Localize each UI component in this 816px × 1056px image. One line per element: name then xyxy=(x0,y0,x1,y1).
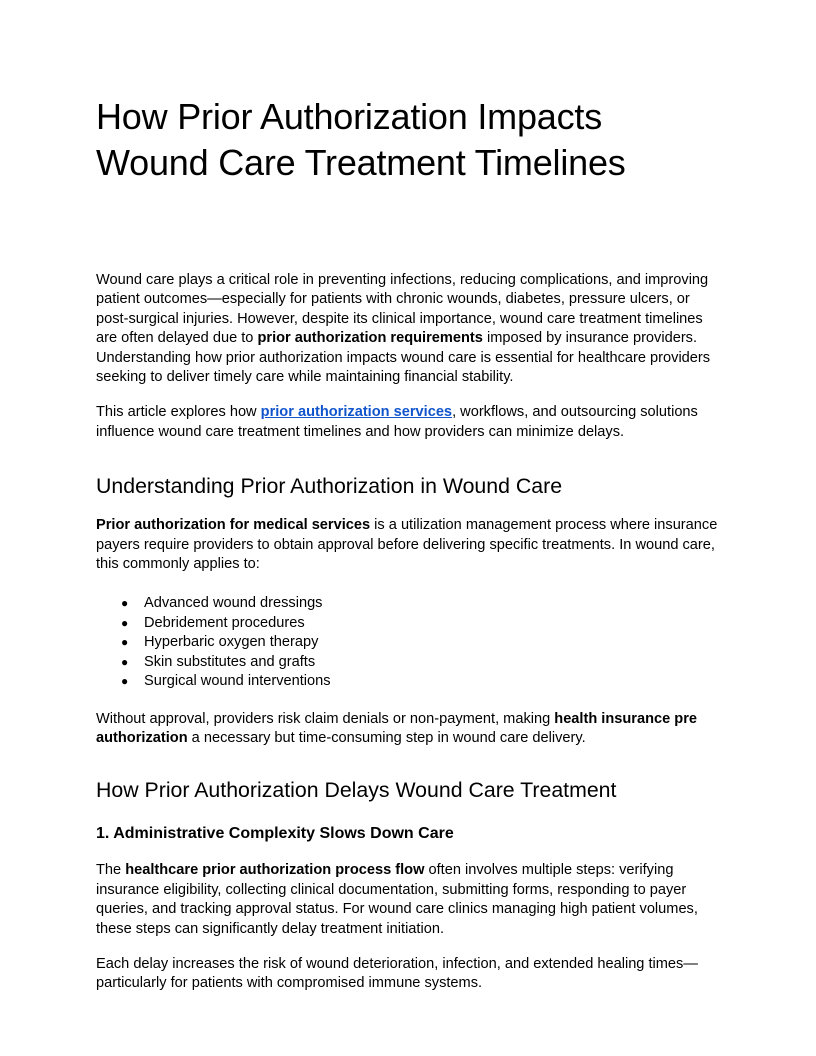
treatment-list xyxy=(96,594,720,691)
bullet-icon: ● xyxy=(121,635,129,650)
intro-paragraph-2 xyxy=(96,403,720,442)
without-approval-paragraph xyxy=(96,710,720,749)
without-text-end: a necessary but time-consuming step in wound care delivery. xyxy=(187,729,586,746)
definition-paragraph xyxy=(96,516,720,574)
process-bold: healthcare prior authorization process flow xyxy=(125,862,425,879)
intro-paragraph-1 xyxy=(96,271,720,387)
delay-risk-paragraph: Each delay increases the risk of wound deterioration, infection, and extended healing times—particularly for patients with compromised immune systems. xyxy=(96,955,698,992)
intro-p1-text-end: imposed by insurance providers. Understanding how prior authorization impacts wound care is essential for healthcare providers seeking to deliver timely care while maintaining financial stability. xyxy=(96,330,711,386)
section-heading-understanding: Understanding Prior Authorization in Wound Care xyxy=(96,474,563,499)
list-item xyxy=(121,653,720,672)
list-item xyxy=(121,672,720,691)
list-item xyxy=(121,633,720,652)
list-item-text: Skin substitutes and grafts xyxy=(144,653,316,670)
definition-bold: Prior authorization for medical services xyxy=(96,517,371,534)
definition-text: is a utilization management process where insurance payers require providers to obtain approval before delivering specific treatments. In wound care, this commonly applies to: xyxy=(96,517,718,573)
bullet-icon: ● xyxy=(121,654,129,669)
list-item xyxy=(121,614,720,633)
list-item-text: Surgical wound interventions xyxy=(144,673,331,690)
bullet-icon: ● xyxy=(121,596,129,611)
process-text-start: The xyxy=(96,862,126,879)
subheading-administrative-complexity: 1. Administrative Complexity Slows Down Care xyxy=(96,825,454,843)
intro-p1-text-start: Wound care plays a critical role in preventing infections, reducing complications, and improving patient outcomes—especially for patients with chronic wounds, diabetes, pressure ulcers, or post-surgical injuries. However, despite its clinical importance, wound care treatment timelines are often delayed due to xyxy=(96,272,709,347)
without-bold: health insurance pre authorization xyxy=(96,710,698,746)
bullet-icon: ● xyxy=(121,674,129,689)
list-item-text: Hyperbaric oxygen therapy xyxy=(144,634,319,651)
list-item-text: Debridement procedures xyxy=(144,614,305,631)
section-heading-delays: How Prior Authorization Delays Wound Care Treatment xyxy=(96,778,617,803)
without-text-start: Without approval, providers risk claim denials or non-payment, making xyxy=(96,710,555,727)
intro-p1-bold: prior authorization requirements xyxy=(257,330,483,347)
bullet-icon: ● xyxy=(121,615,129,630)
document-title: How Prior Authorization Impacts Wound Care Treatment Timelines xyxy=(96,96,626,183)
prior-authorization-services-link[interactable]: prior authorization services xyxy=(260,404,453,421)
intro-p2-text-end: , workflows, and outsourcing solutions influence wound care treatment timelines and how providers can minimize delays. xyxy=(96,404,698,440)
process-text-end: often involves multiple steps: verifying insurance eligibility, collecting clinical documentation, submitting forms, responding to payer queries, and tracking approval status. For wound care clinics managing high patient volumes, these steps can significantly delay treatment initiation. xyxy=(96,862,698,937)
list-item-text: Advanced wound dressings xyxy=(144,595,323,612)
process-flow-paragraph xyxy=(96,861,720,939)
list-item xyxy=(121,594,720,613)
intro-p2-text-start: This article explores how xyxy=(96,404,261,421)
